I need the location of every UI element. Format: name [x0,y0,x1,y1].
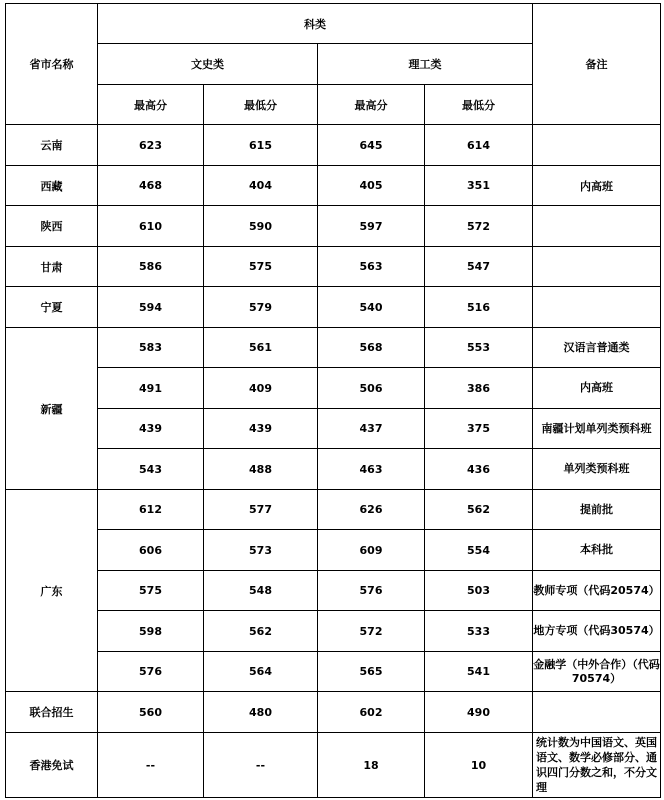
table-row [6,571,661,611]
arts-min-cell: 488 [204,449,318,490]
sci-min-cell: 351 [425,166,533,206]
arts-min-cell: 564 [204,652,318,692]
sci-min-cell: 533 [425,611,533,652]
sci-min-cell: 375 [425,409,533,449]
sci-min-cell: 553 [425,328,533,368]
sci-max-cell: 506 [318,368,425,409]
table-row [6,733,661,798]
sci-min-cell: 10 [425,733,533,798]
table-row [6,125,661,166]
province-cell: 云南 [6,125,98,166]
sci-max-cell: 568 [318,328,425,368]
sci-max-cell: 602 [318,692,425,733]
arts-max-cell: 598 [98,611,204,652]
arts-max-cell: 575 [98,571,204,611]
remark-cell: 内高班 [533,166,661,206]
arts-max-header: 最高分 [98,85,204,125]
remark-cell: 内高班 [533,368,661,409]
table-row [6,368,661,409]
arts-max-cell: 612 [98,490,204,530]
sci-min-cell: 562 [425,490,533,530]
sci-max-cell: 626 [318,490,425,530]
sci-min-cell: 547 [425,247,533,287]
sci-max-cell: 405 [318,166,425,206]
arts-min-cell: 480 [204,692,318,733]
province-cell: 联合招生 [6,692,98,733]
arts-max-cell: 491 [98,368,204,409]
table-row [6,530,661,571]
table-row [6,611,661,652]
remark-cell: 金融学（中外合作）（代码70574） [533,652,661,692]
sci-max-cell: 563 [318,247,425,287]
sci-max-cell: 576 [318,571,425,611]
admission-score-table-page [5,3,660,798]
sci-max-cell: 645 [318,125,425,166]
table-row [6,490,661,530]
province-header: 省市名称 [6,4,98,125]
arts-max-cell: 543 [98,449,204,490]
arts-min-cell: 548 [204,571,318,611]
sci-max-cell: 437 [318,409,425,449]
sci-min-cell: 386 [425,368,533,409]
remark-cell: 统计数为中国语文、英国语文、数学必修部分、通识四门分数之和，不分文理 [533,733,661,798]
arts-min-cell: 577 [204,490,318,530]
remark-cell: 南疆计划单列类预科班 [533,409,661,449]
arts-min-cell: 409 [204,368,318,409]
arts-min-cell: 562 [204,611,318,652]
remark-cell: 单列类预科班 [533,449,661,490]
arts-min-cell: 590 [204,206,318,247]
arts-max-cell: 468 [98,166,204,206]
arts-max-cell: 576 [98,652,204,692]
sci-min-cell: 554 [425,530,533,571]
arts-max-cell: 586 [98,247,204,287]
sci-max-cell: 597 [318,206,425,247]
province-cell: 陕西 [6,206,98,247]
remark-cell [533,247,661,287]
arts-max-cell: 583 [98,328,204,368]
table-row [6,206,661,247]
sci-min-cell: 614 [425,125,533,166]
sci-max-cell: 609 [318,530,425,571]
remark-header: 备注 [533,4,661,125]
arts-header: 文史类 [98,44,318,85]
remark-cell [533,125,661,166]
sci-max-cell: 540 [318,287,425,328]
remark-cell: 教师专项（代码20574） [533,571,661,611]
arts-min-cell: 575 [204,247,318,287]
table-row [6,409,661,449]
table-row [6,652,661,692]
arts-min-cell: -- [204,733,318,798]
category-header: 科类 [98,4,533,44]
arts-min-cell: 615 [204,125,318,166]
table-row [6,287,661,328]
province-cell: 宁夏 [6,287,98,328]
arts-min-cell: 439 [204,409,318,449]
sci-max-header: 最高分 [318,85,425,125]
arts-min-cell: 573 [204,530,318,571]
remark-cell: 汉语言普通类 [533,328,661,368]
table-row [6,247,661,287]
arts-min-cell: 404 [204,166,318,206]
province-cell: 西藏 [6,166,98,206]
arts-max-cell: 606 [98,530,204,571]
sci-min-cell: 503 [425,571,533,611]
sci-min-header: 最低分 [425,85,533,125]
province-cell: 甘肃 [6,247,98,287]
remark-cell: 地方专项（代码30574） [533,611,661,652]
province-cell: 香港免试 [6,733,98,798]
arts-min-header: 最低分 [204,85,318,125]
arts-max-cell: 439 [98,409,204,449]
remark-cell: 提前批 [533,490,661,530]
sci-max-cell: 463 [318,449,425,490]
arts-max-cell: 623 [98,125,204,166]
table-row [6,166,661,206]
arts-max-cell: 610 [98,206,204,247]
sci-min-cell: 490 [425,692,533,733]
sci-max-cell: 18 [318,733,425,798]
remark-cell [533,206,661,247]
arts-min-cell: 579 [204,287,318,328]
sci-min-cell: 541 [425,652,533,692]
arts-max-cell: -- [98,733,204,798]
table-row [6,692,661,733]
province-cell: 新疆 [6,328,98,490]
sci-max-cell: 565 [318,652,425,692]
sci-min-cell: 516 [425,287,533,328]
score-table [5,3,661,798]
sci-min-cell: 436 [425,449,533,490]
arts-min-cell: 561 [204,328,318,368]
sci-min-cell: 572 [425,206,533,247]
remark-cell [533,692,661,733]
remark-cell [533,287,661,328]
science-header: 理工类 [318,44,533,85]
arts-max-cell: 594 [98,287,204,328]
arts-max-cell: 560 [98,692,204,733]
remark-cell: 本科批 [533,530,661,571]
province-cell: 广东 [6,490,98,692]
table-row [6,328,661,368]
sci-max-cell: 572 [318,611,425,652]
table-row [6,449,661,490]
